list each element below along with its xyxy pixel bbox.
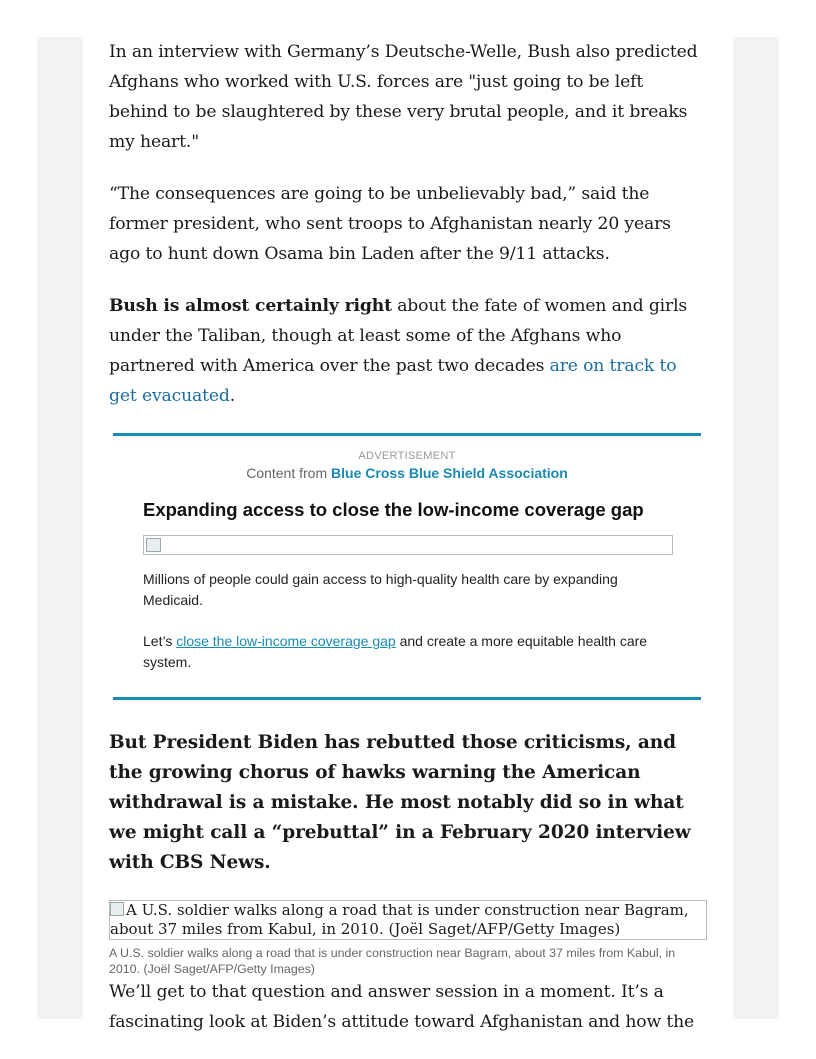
- article-body: [109, 37, 707, 1059]
- paragraph-2: “The consequences are going to be unbelievably bad,” said the former president, who sent troops to Afghanistan nearly 20 years ago to hunt down Osama bin Laden after the 9/11 attacks.: [109, 184, 671, 264]
- paragraph-3: [109, 291, 707, 411]
- ad-headline[interactable]: Expanding access to close the low-income coverage gap: [143, 499, 644, 520]
- paragraph-3-text: about the fate of women and girls under the Taliban, though at least some of the Afghans who partnered with America over the past two decades: [109, 296, 688, 376]
- ad-sponsor-name[interactable]: Blue Cross Blue Shield Association: [331, 465, 568, 481]
- left-gutter: [37, 37, 83, 1019]
- advertisement-block: [113, 433, 701, 700]
- right-gutter: [733, 37, 779, 1019]
- figure-image: [109, 900, 707, 940]
- section-subhead: But President Biden has rebutted those criticisms, and the growing chorus of hawks warning the American withdrawal is a mistake. He most notably did so in what we might call a “prebuttal” in a February 2020 interview with CBS News.: [109, 732, 691, 873]
- ad-text-2-suffix: and create a more equitable health care system.: [143, 633, 648, 670]
- coverage-gap-link[interactable]: close the low-income coverage gap: [176, 633, 396, 649]
- paragraph-4: We’ll get to that question and answer session in a moment. It’s a fascinating look at Biden’s attitude toward Afghanistan and how the: [109, 982, 695, 1032]
- broken-image-icon: [110, 902, 124, 916]
- ad-text-2-prefix: Let’s: [143, 633, 177, 649]
- figure-alt-text: A U.S. soldier walks along a road that is under construction near Bagram, about 37 miles from Kabul, in 2010. (Joël Saget/AFP/Getty Images): [110, 901, 689, 938]
- broken-image-icon: [146, 538, 161, 552]
- ad-sponsor: [113, 465, 701, 481]
- paragraph-3-bold: Bush is almost certainly right: [109, 296, 392, 316]
- ad-label: ADVERTISEMENT: [358, 450, 456, 462]
- article-figure: [109, 900, 707, 977]
- figure-caption: A U.S. soldier walks along a road that is under construction near Bagram, about 37 miles from Kabul, in 2010. (Joël Saget/AFP/Getty Images): [109, 946, 676, 976]
- paragraph-1: In an interview with Germany’s Deutsche-Welle, Bush also predicted Afghans who worked with U.S. forces are "just going to be left behind to be slaughtered by these very brutal people, and it breaks my heart.": [109, 42, 698, 152]
- paragraph-3-end: .: [229, 386, 236, 406]
- ad-text-1: Millions of people could gain access to high-quality health care by expanding Medicaid.: [143, 571, 618, 608]
- evacuation-link[interactable]: are on track to get evacuated: [109, 356, 677, 406]
- ad-sponsor-prefix: Content from: [246, 465, 332, 481]
- ad-text-2: [143, 631, 671, 673]
- ad-image[interactable]: [143, 535, 673, 555]
